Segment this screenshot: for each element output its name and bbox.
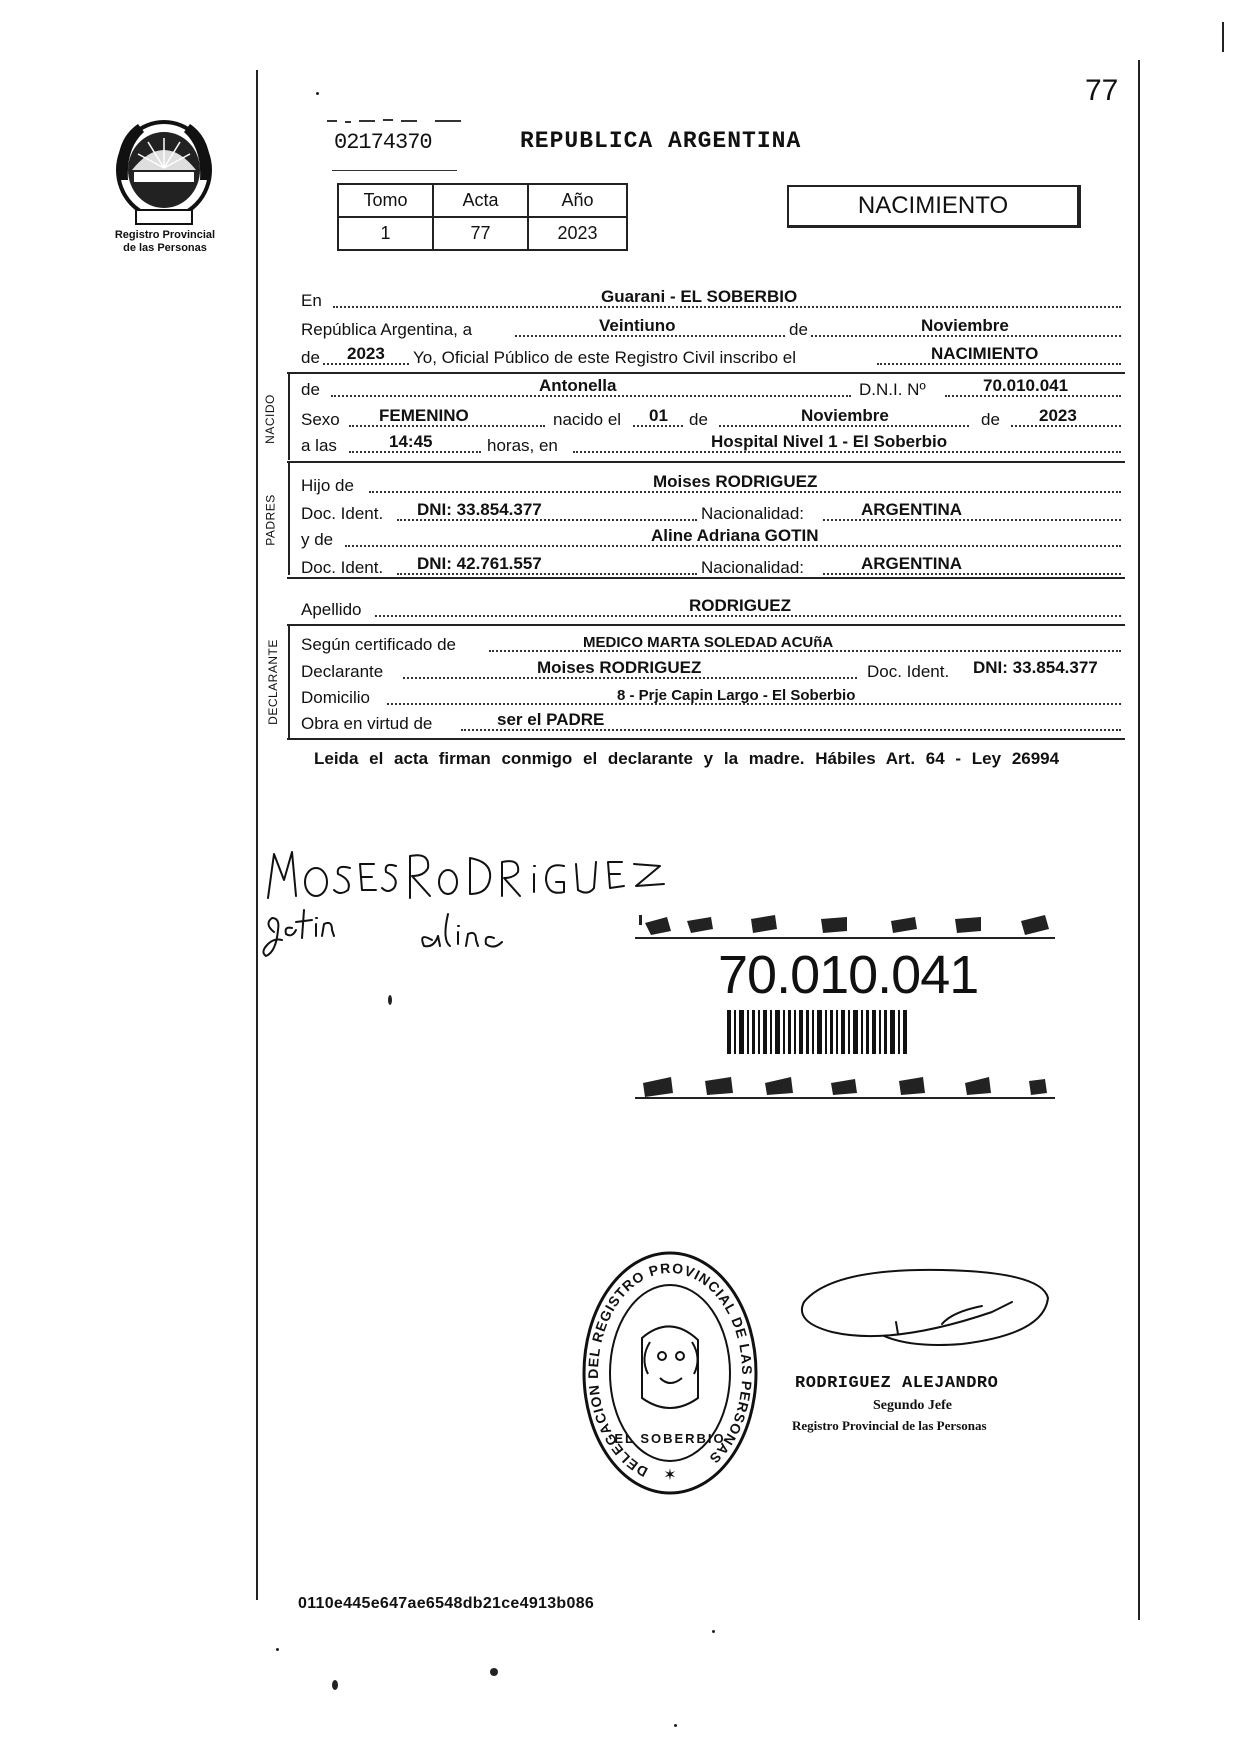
hora-value: 14:45 xyxy=(389,432,433,451)
hijo-de-label: Hijo de xyxy=(301,476,354,495)
signer-name: RODRIGUEZ ALEJANDRO xyxy=(795,1374,999,1393)
declarante-section-bar xyxy=(288,626,290,738)
row-madre xyxy=(301,526,1121,552)
obra-value: ser el PADRE xyxy=(497,710,605,729)
certificado-label: Según certificado de xyxy=(301,635,456,654)
top-right-mark xyxy=(1222,22,1224,52)
dni-value: 70.010.041 xyxy=(983,376,1069,395)
certificado-value: MEDICO MARTA SOLEDAD ACUñA xyxy=(583,634,834,651)
official-stamp xyxy=(580,1248,760,1498)
row-apellido xyxy=(301,596,1121,622)
tomo-acta-table xyxy=(337,183,628,251)
doc-ident3-label: Doc. Ident. xyxy=(867,662,950,681)
stamp-center-text: EL SOBERBIO xyxy=(614,1431,726,1446)
nacido-section-label: NACIDO xyxy=(262,394,277,444)
apellido-label: Apellido xyxy=(301,600,362,619)
barcode-number: 70.010.041 xyxy=(718,945,979,1005)
serial-tick-marks xyxy=(325,118,465,124)
padre-nacionalidad-value: ARGENTINA xyxy=(861,500,963,519)
registry-caption xyxy=(92,229,238,255)
padre-dni-value: DNI: 33.854.377 xyxy=(417,500,542,519)
scan-speck xyxy=(316,92,319,95)
birth-day-value: 01 xyxy=(649,406,668,425)
row-padre-doc xyxy=(301,500,1121,526)
nacionalidad-label: Nacionalidad: xyxy=(701,504,805,523)
de-label: de xyxy=(789,320,808,339)
domicilio-label: Domicilio xyxy=(301,688,370,707)
acta-header: Acta xyxy=(433,184,528,217)
row-declarante xyxy=(301,658,1121,684)
republica-label: República Argentina, a xyxy=(301,320,473,339)
row-inscribo xyxy=(301,344,1121,370)
sexo-label: Sexo xyxy=(301,410,340,429)
declarante-value: Moises RODRIGUEZ xyxy=(537,658,702,677)
registry-caption-line1: Registro Provincial xyxy=(114,229,216,241)
stamp-star-icon: ✶ xyxy=(663,1467,677,1484)
acta-value: 77 xyxy=(433,217,528,250)
a-las-label: a las xyxy=(301,436,337,455)
anio-header: Año xyxy=(528,184,627,217)
provincia-misiones-logo xyxy=(108,110,220,228)
horas-en-label: horas, en xyxy=(487,436,558,455)
madre-value: Aline Adriana GOTIN xyxy=(651,526,819,545)
madre-nacionalidad-value: ARGENTINA xyxy=(861,554,963,573)
document-hash: 0110e445e647ae6548db21ce4913b086 xyxy=(298,1595,595,1612)
signer-office: Registro Provincial de las Personas xyxy=(792,1418,987,1433)
nacionalidad2-label: Nacionalidad: xyxy=(701,558,805,577)
declarante-label: Declarante xyxy=(301,662,384,681)
en-label: En xyxy=(301,291,322,310)
row-nombre xyxy=(301,376,1121,402)
obra-label: Obra en virtud de xyxy=(301,714,433,733)
record-type-box: NACIMIENTO xyxy=(787,185,1081,228)
padres-section-bar xyxy=(288,463,290,575)
row-republica xyxy=(301,316,1121,342)
y-de-label: y de xyxy=(301,530,334,549)
section-separator xyxy=(287,372,1125,374)
scan-speck xyxy=(388,995,392,1005)
tomo-value: 1 xyxy=(338,217,433,250)
serial-underline xyxy=(332,170,457,171)
sexo-value: FEMENINO xyxy=(379,406,469,425)
row-certificado xyxy=(301,631,1121,657)
doc-ident-label: Doc. Ident. xyxy=(301,504,384,523)
declarante-dni-value: DNI: 33.854.377 xyxy=(973,658,1098,677)
de2-label: de xyxy=(301,348,320,367)
barcode-bars xyxy=(727,1010,907,1054)
left-margin-line xyxy=(256,70,258,1600)
official-signature xyxy=(792,1262,1054,1362)
right-margin-line xyxy=(1138,60,1140,1620)
madre-dni-value: DNI: 42.761.557 xyxy=(417,554,542,573)
tomo-header: Tomo xyxy=(338,184,433,217)
scan-speck xyxy=(332,1680,338,1690)
row-domicilio xyxy=(301,684,1121,710)
anio-value: 2023 xyxy=(528,217,627,250)
en-value: Guarani - EL SOBERBIO xyxy=(601,287,798,306)
birth-year-value: 2023 xyxy=(1039,406,1077,425)
nombre-value: Antonella xyxy=(539,376,617,395)
apellido-value: RODRIGUEZ xyxy=(689,596,791,615)
section-separator xyxy=(287,738,1125,740)
padre-value: Moises RODRIGUEZ xyxy=(653,472,818,491)
registry-caption-line2: de las Personas xyxy=(123,242,207,254)
section-separator xyxy=(287,624,1125,626)
row-en xyxy=(301,287,1121,313)
dni-label: D.N.I. Nº xyxy=(859,380,926,399)
country-title: REPUBLICA ARGENTINA xyxy=(520,128,802,154)
tomo-table-value-row xyxy=(338,217,627,250)
lugar-value: Hospital Nivel 1 - El Soberbio xyxy=(711,432,948,451)
nacido-section-bar xyxy=(288,374,290,460)
row-obra xyxy=(301,710,1121,736)
scan-speck xyxy=(276,1648,279,1651)
birth-month-value: Noviembre xyxy=(801,406,889,425)
year-value: 2023 xyxy=(347,344,385,363)
scan-speck xyxy=(674,1724,677,1727)
stamp-ring-text: DELEGACION DEL REGISTRO PROVINCIAL DE LAS PERSONAS xyxy=(585,1259,756,1481)
signer-role: Segundo Jefe xyxy=(873,1398,952,1413)
de3-label: de xyxy=(689,410,708,429)
domicilio-value: 8 - Prje Capin Largo - El Soberbio xyxy=(617,687,856,704)
tomo-table-header-row xyxy=(338,184,627,217)
row-hora xyxy=(301,432,1121,458)
serial-number: 02174370 xyxy=(334,130,432,155)
declarante-section-label: DECLARANTE xyxy=(265,639,280,725)
scan-speck xyxy=(712,1630,715,1633)
page-number: 77 xyxy=(1085,74,1119,107)
section-separator xyxy=(287,461,1125,463)
month-value: Noviembre xyxy=(921,316,1009,335)
padres-section-label: PADRES xyxy=(263,494,278,546)
de-nombre-label: de xyxy=(301,380,320,399)
section-separator xyxy=(287,577,1125,579)
de4-label: de xyxy=(981,410,1000,429)
nacido-el-label: nacido el xyxy=(553,410,622,429)
day-value: Veintiuno xyxy=(599,316,676,335)
row-sexo xyxy=(301,406,1121,432)
doc-ident2-label: Doc. Ident. xyxy=(301,558,384,577)
row-padre xyxy=(301,472,1121,498)
scan-speck xyxy=(490,1668,498,1676)
inscribo-value: NACIMIENTO xyxy=(931,344,1039,363)
reading-note: Leida el acta firman conmigo el declarante y la madre. Hábiles Art. 64 - Ley 26994 xyxy=(314,749,1060,768)
inscribo-text: Yo, Oficial Público de este Registro Civil inscribo el xyxy=(413,348,796,367)
